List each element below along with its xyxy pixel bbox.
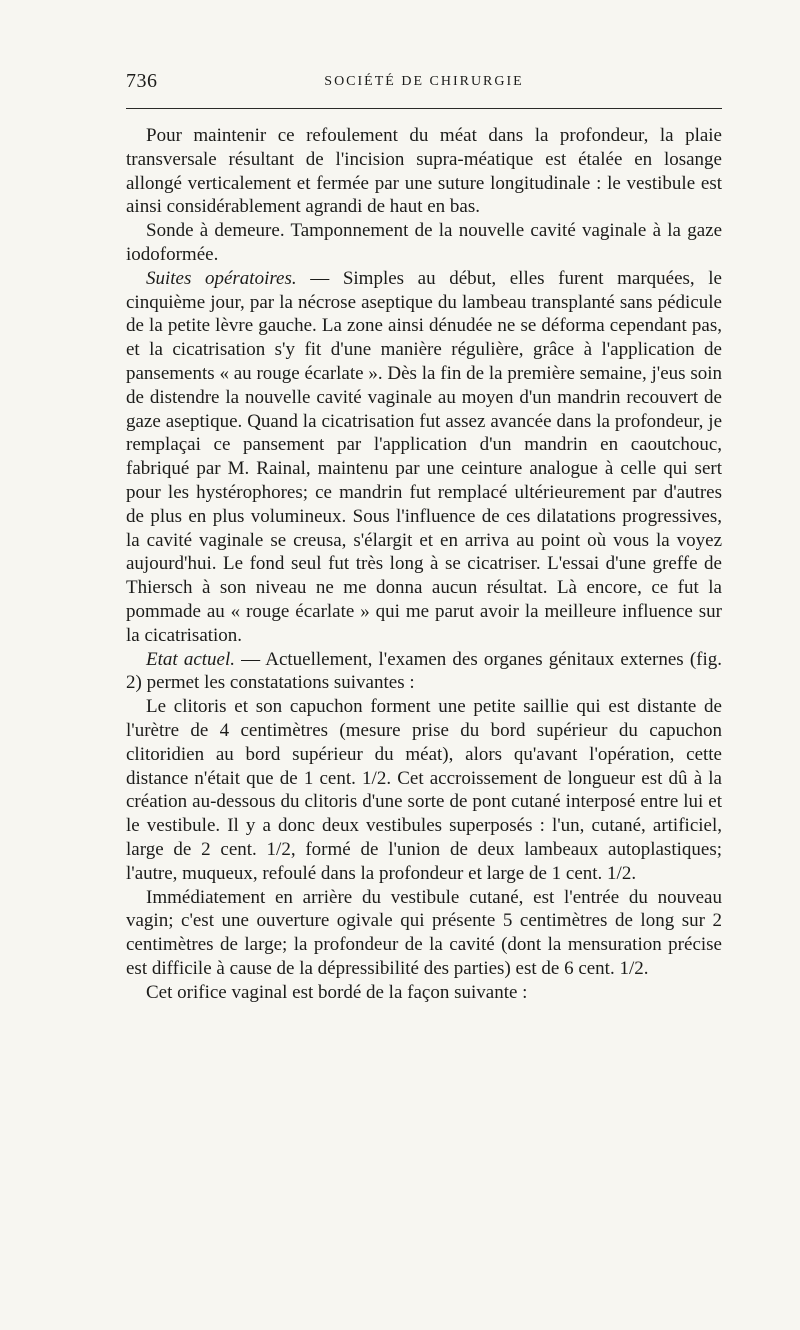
paragraph-text: Pour maintenir ce refoulement du méat dans la profondeur, la plaie transversale résultant de l'incision supra-méatique est étalée en losange allongé verticalement et fermée par une suture longitudinale : le vestibule est ainsi considérablement agrandi de haut en bas. [126, 125, 722, 218]
paragraph [126, 219, 722, 267]
paragraph [126, 124, 722, 219]
paragraph [126, 648, 722, 696]
paragraph-text: — Simples au début, elles furent marquées, le cinquième jour, par la nécrose aseptique du lambeau transplanté sans pédicule de la petite lèvre gauche. La zone ainsi dénudée ne se déforma cependant pas, et la cicatrisation s'y fit d'une manière régulière, grâce à l'application de pansements « au rouge écarlate ». Dès la fin de la première semaine, j'eus soin de distendre la nouvelle cavité vaginale au moyen d'un mandrin recouvert de gaze aseptique. Quand la cicatrisation fut assez avancée dans la profondeur, je remplaçai ce pansement par l'application d'un mandrin en caoutchouc, fabriqué par M. Rainal, maintenu par une ceinture analogue à celle qui sert pour les hystérophores; ce mandrin fut remplacé ultérieurement par d'autres de plus en plus volumineux. Sous l'influence de ces dilatations progressives, la cavité vaginale se creusa, s'élargit et en arriva au point où vous la voyez aujourd'hui. Le fond seul fut très long à se cicatriser. L'essai d'une greffe de Thiersch à son niveau ne me donna aucun résultat. Là encore, ce fut la pommade au « rouge écarlate » qui me parut avoir la meilleure influence sur la cicatrisation. [126, 267, 722, 646]
paragraph-text: Cet orifice vaginal est bordé de la façon suivante : [146, 981, 528, 1003]
paragraph-text: Le clitoris et son capuchon forment une petite saillie qui est distante de l'urètre de 4 centimètres (mesure prise du bord supérieur du capuchon clitoridien au bord supérieur du méat), alors qu'avant l'opération, cette distance n'était que de 1 cent. 1/2. Cet accroissement de longueur est dû à la création au-dessous du clitoris d'une sorte de pont cutané interposé entre lui et le vestibule. Il y a donc deux vestibules superposés : l'un, cutané, artificiel, large de 2 cent. 1/2, formé de l'union de deux lambeaux autoplastiques; l'autre, muqueux, refoulé dans la profondeur et large de 1 cent. 1/2. [126, 696, 722, 884]
paragraph-lead: Etat actuel. [146, 648, 235, 670]
page-header [126, 70, 722, 100]
paragraph-text: Sonde à demeure. Tamponnement de la nouvelle cavité vaginale à la gaze iodoformée. [126, 220, 722, 265]
running-title: SOCIÉTÉ DE CHIRURGIE [324, 74, 524, 89]
page-number: 736 [126, 70, 158, 92]
paragraph-text: — Actuellement, l'examen des organes génitaux externes (fig. 2) permet les constatations suivantes : [126, 648, 723, 694]
body-text [126, 124, 722, 1004]
header-rule [126, 108, 722, 109]
paragraph-text: Immédiatement en arrière du vestibule cutané, est l'entrée du nouveau vagin; c'est une ouverture ogivale qui présente 5 centimètres de long sur 2 centimètres de large; la profondeur de la cavité (dont la mensuration précise est difficile à cause de la dépressibilité des parties) est de 6 cent. 1/2. [126, 886, 722, 979]
paragraph [126, 981, 722, 1005]
paragraph-lead: Suites opératoires. [146, 267, 297, 289]
paragraph [126, 695, 722, 885]
paragraph [126, 886, 722, 981]
paragraph [126, 267, 722, 648]
